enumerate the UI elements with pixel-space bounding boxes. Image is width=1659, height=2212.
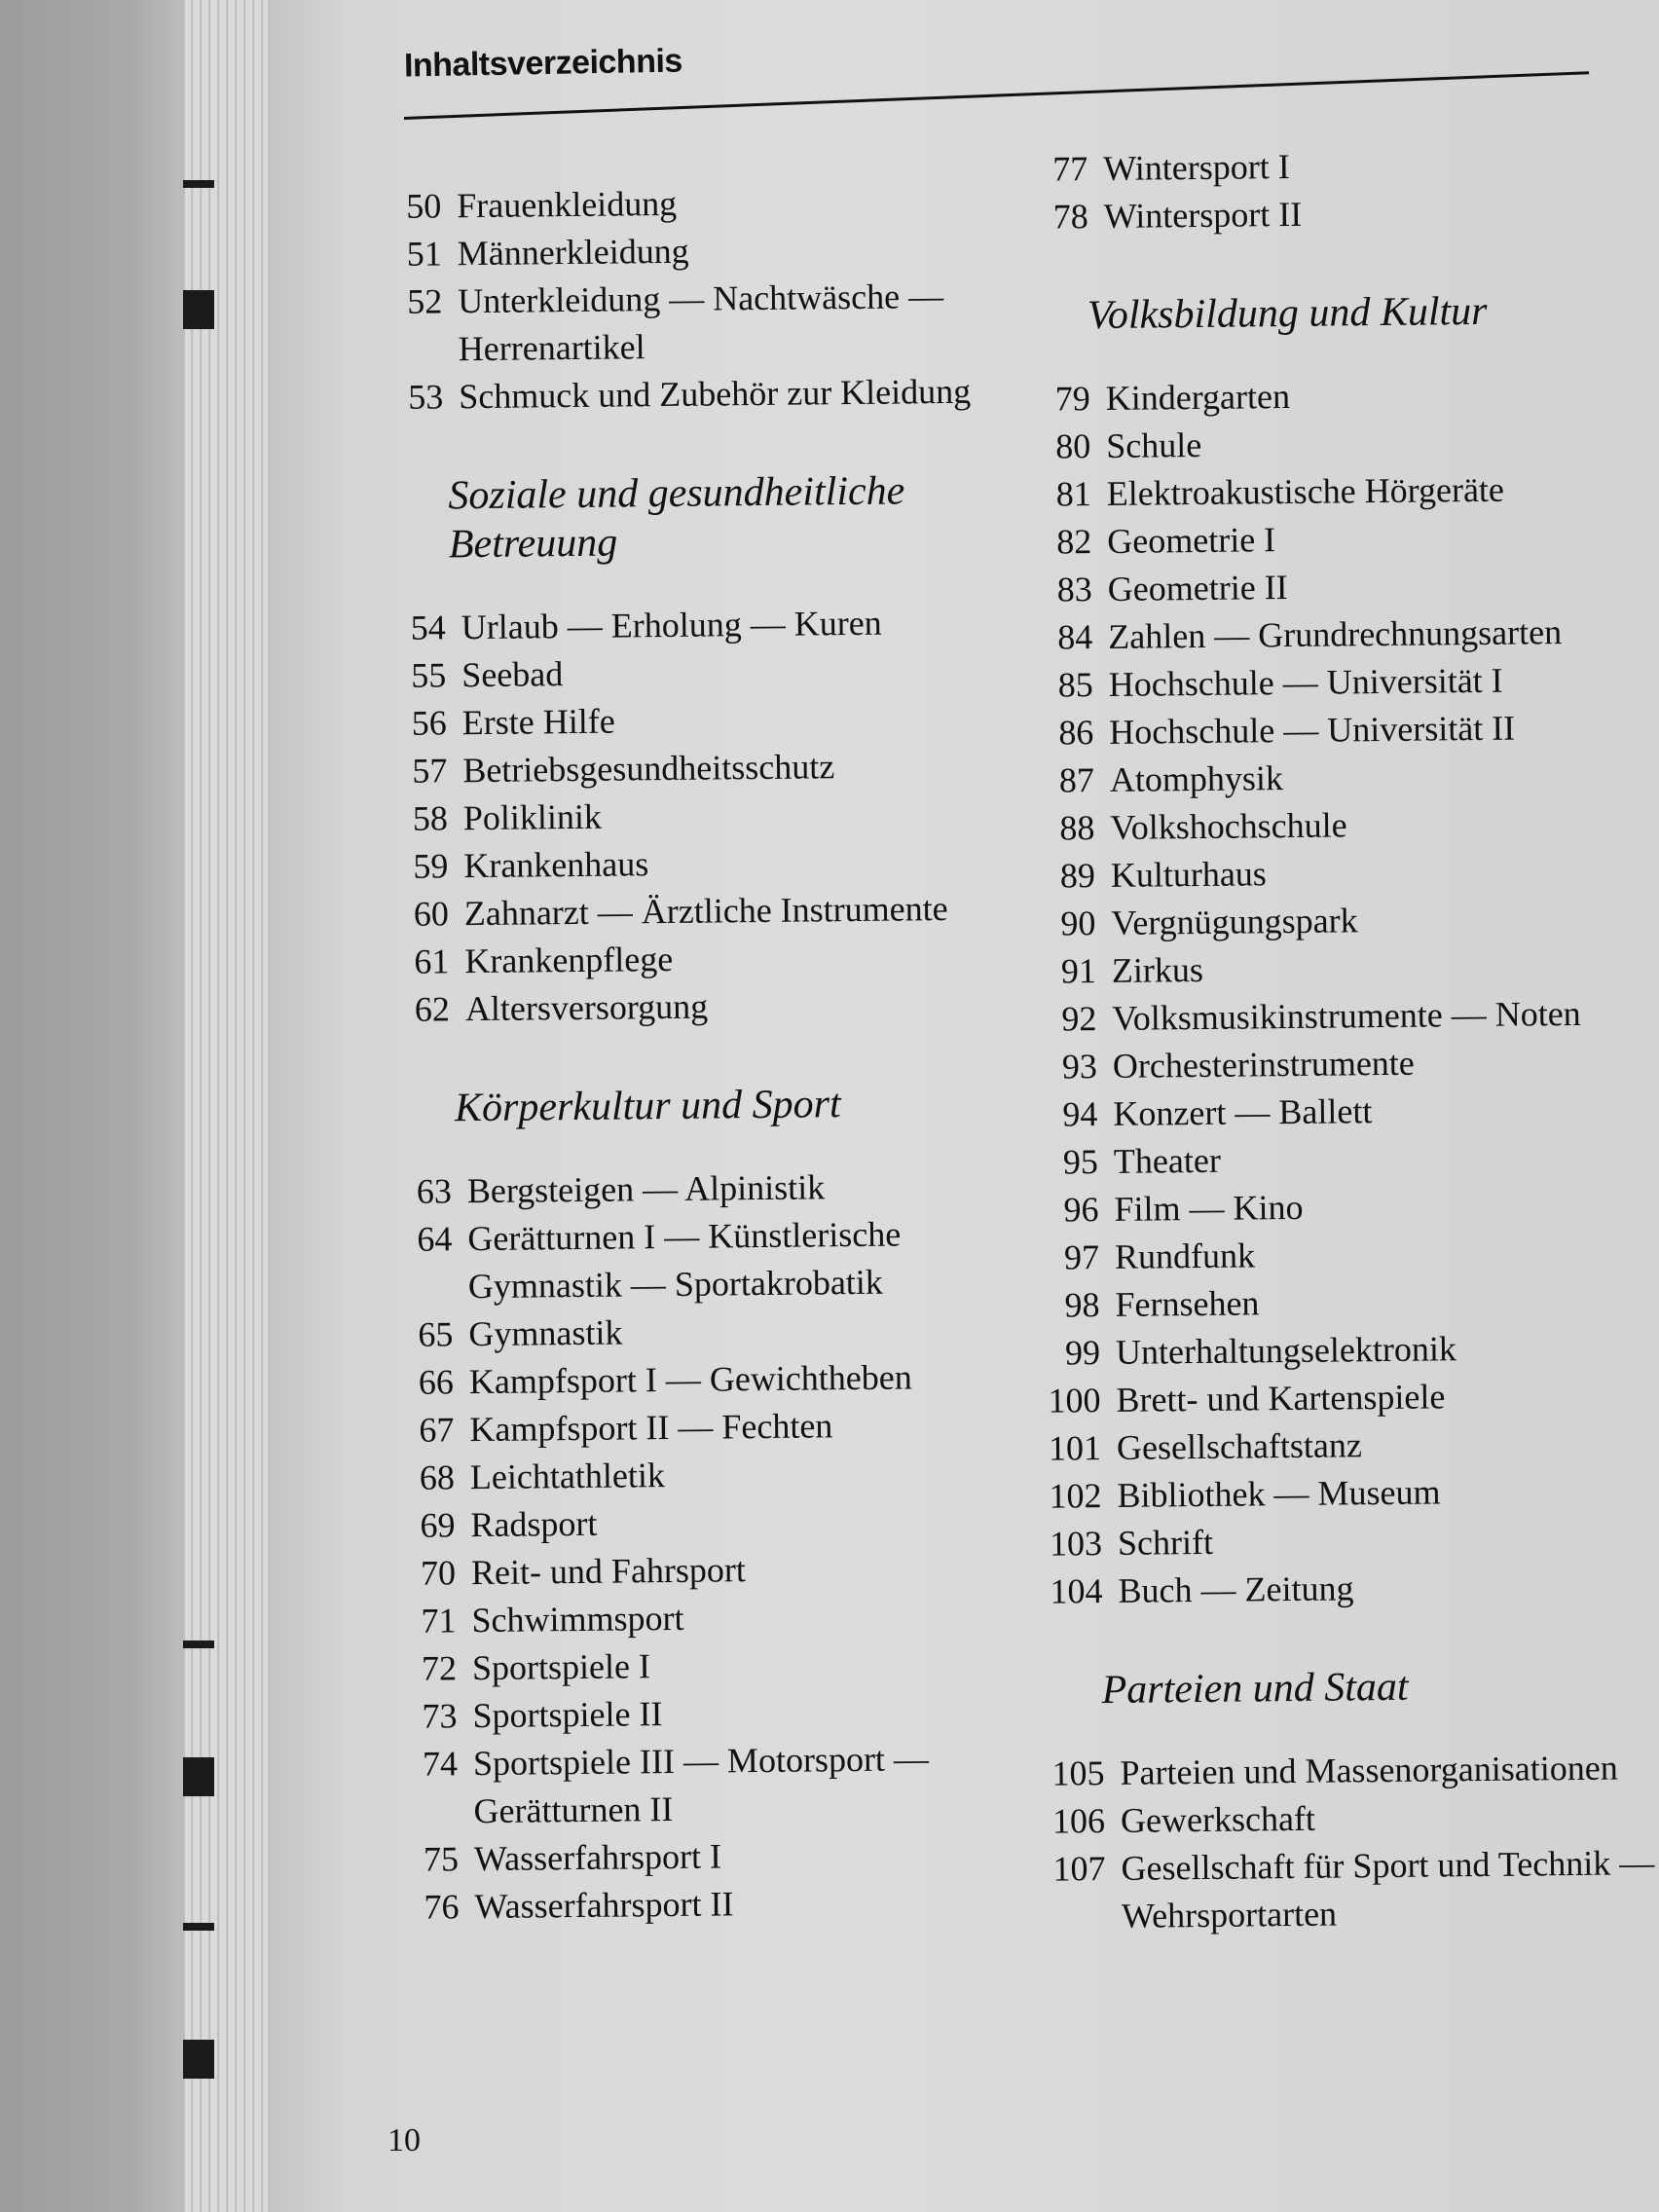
toc-entry [396,1305,1000,1358]
toc-entry [1011,464,1643,519]
entry-title: Gymnastik [468,1312,623,1354]
entry-title: Geometrie I [1107,520,1276,561]
entry-number: 93 [1061,1047,1098,1087]
entry-title: Schrift [1117,1522,1214,1563]
entry-title: Poliklinik [462,796,603,838]
toc-entry [1017,1037,1650,1091]
entry-number: 60 [413,894,450,934]
page-number: 10 [387,2122,421,2158]
entry-title: Leichtathletik [469,1456,666,1497]
toc-entry [1014,751,1647,805]
entry-title: Seebad [461,654,564,695]
toc-group [1010,369,1655,1616]
toc-entry [1015,894,1648,948]
toc-entry [1014,703,1646,757]
entry-title: Gesellschaft für Sport und Technik — Wehrsportarten [1121,1843,1655,1936]
toc-entry [399,1591,1003,1644]
thumb-index-marker [183,1641,214,1648]
toc-group [385,177,991,422]
entry-number: 76 [424,1887,460,1927]
toc-entry [398,1448,1002,1501]
entry-title: Gesellschaftstanz [1116,1425,1363,1467]
entry-number: 102 [1049,1476,1102,1516]
toc-entry [1022,1514,1655,1568]
toc-group [395,1161,1007,1931]
entry-number: 100 [1048,1381,1101,1420]
book-spine-edge [0,0,185,2212]
entry-title: Radsport [470,1503,598,1545]
entry-number: 69 [420,1505,456,1545]
entry-title: Kindergarten [1105,376,1291,418]
toc-entry [393,979,997,1033]
toc-entry [392,932,996,985]
entry-title: Wintersport I [1103,146,1290,188]
entry-title: Zahnarzt — Ärztliche Instrumente [463,888,948,934]
entry-title: Kampfsport II — Fechten [469,1406,833,1450]
toc-entry [395,1209,1000,1310]
toc-entry [402,1829,1006,1883]
entry-number: 92 [1061,999,1097,1039]
section-title: Parteien und Staat [1101,1664,1409,1714]
entry-number: 83 [1056,570,1092,609]
thumb-index-marker [183,1923,214,1931]
entry-title: Sportspiele I [471,1646,651,1688]
entry-number: 99 [1064,1333,1101,1373]
toc-entry [389,645,993,699]
toc-entry [397,1400,1001,1454]
entry-title: Zahlen — Grundrechnungsarten [1108,612,1563,656]
entry-number: 73 [422,1696,458,1736]
toc-entry [1019,1228,1652,1282]
section-title: Volksbildung und Kultur [1087,288,1488,339]
entry-number: 55 [411,655,447,695]
thumb-index-marker [183,290,214,329]
entry-number: 90 [1060,903,1096,943]
toc-group [1024,1744,1659,1941]
toc-entry [1015,846,1648,901]
entry-number: 91 [1060,951,1097,991]
toc-entry [1021,1419,1654,1473]
toc-group [389,598,998,1033]
entry-title: Männerkleidung [457,231,689,274]
entry-number: 106 [1051,1801,1106,1841]
entry-number: 105 [1051,1753,1105,1793]
toc-entry [1010,369,1642,424]
toc-entry [390,693,994,747]
entry-title: Volkshochschule [1110,805,1347,847]
entry-title: Film — Kino [1114,1187,1304,1229]
entry-number: 51 [406,234,442,274]
entry-title: Fernsehen [1115,1283,1260,1324]
toc-entry [1013,560,1645,614]
toc-entry [385,177,988,231]
entry-title: Hochschule — Universität II [1109,708,1516,752]
toc-entry [1020,1371,1653,1425]
toc-entry [1013,608,1645,662]
entry-title: Buch — Zeitung [1118,1568,1354,1610]
entry-number: 56 [411,703,448,743]
entry-number: 65 [418,1314,454,1354]
toc-entry [1020,1323,1653,1378]
entry-title: Schmuck und Zubehör zur Kleidung [459,371,972,417]
entry-number: 63 [416,1171,453,1211]
toc-entry [398,1495,1002,1549]
entry-number: 64 [417,1219,453,1259]
entry-title: Wintersport II [1103,194,1303,236]
toc-entry [1018,1132,1651,1187]
entry-number: 107 [1052,1849,1106,1889]
entry-title: Krankenhaus [463,844,649,886]
entry-title: Kampfsport I — Gewichtheben [468,1357,912,1402]
toc-entry [1011,417,1643,471]
toc-entry [401,1734,1006,1835]
entry-title: Unterhaltungselektronik [1115,1329,1457,1372]
entry-number: 75 [423,1839,460,1879]
entry-title: Frauenkleidung [457,183,678,226]
entry-title: Parteien und Massenorganisationen [1120,1748,1618,1792]
toc-entry [1024,1744,1657,1798]
entry-number: 59 [413,846,449,886]
thumb-index-marker [183,180,214,188]
entry-number: 72 [421,1648,458,1688]
thumb-index-marker [183,1757,214,1796]
toc-entry [1019,1275,1652,1330]
toc-entry [1009,187,1641,241]
toc-column-left [385,177,1007,1932]
toc-entry [400,1639,1004,1692]
toc-entry [399,1543,1003,1597]
entry-title: Schwimmsport [471,1598,684,1641]
entry-number: 62 [414,989,451,1029]
page-header: Inhaltsverzeichnis [403,42,683,85]
entry-number: 94 [1062,1094,1098,1134]
toc-entry [386,273,990,374]
entry-title: Theater [1113,1140,1222,1181]
toc-entry [1008,139,1641,194]
thumb-index-marker [183,2040,214,2079]
toc-entry [1014,655,1646,710]
entry-number: 52 [407,281,443,321]
toc-entry [1025,1839,1659,1941]
entry-number: 50 [406,186,442,226]
toc-entry [395,1161,999,1215]
entry-number: 71 [421,1601,457,1641]
page-edges [185,0,268,2212]
entry-number: 85 [1057,665,1094,705]
entry-number: 81 [1055,474,1091,514]
toc-entry [1016,989,1649,1044]
entry-number: 54 [410,608,446,647]
entry-number: 79 [1054,379,1090,419]
entry-number: 95 [1062,1142,1099,1182]
entry-number: 96 [1063,1190,1099,1230]
entry-number: 74 [422,1744,459,1784]
entry-number: 89 [1059,856,1096,896]
entry-title: Orchesterinstrumente [1112,1043,1415,1086]
toc-entry [400,1686,1004,1740]
entry-number: 80 [1055,426,1091,466]
entry-number: 97 [1063,1237,1100,1277]
entry-title: Krankenpflege [464,939,674,981]
entry-title: Gerätturnen I — Künstlerische Gymnastik — Sportakrobatik [467,1214,902,1307]
entry-title: Brett- und Kartenspiele [1116,1377,1446,1419]
entry-title: Bergsteigen — Alpinistik [466,1167,826,1211]
toc-entry [1025,1791,1658,1846]
toc-entry [392,884,996,938]
entry-title: Unterkleidung — Nachtwäsche — Herrenartikel [458,276,944,369]
entry-number: 82 [1056,522,1092,562]
entry-title: Gewerkschaft [1120,1798,1316,1840]
entry-title: Zirkus [1111,949,1204,990]
entry-number: 78 [1052,197,1088,237]
toc-entry [389,598,993,651]
entry-number: 103 [1049,1524,1103,1564]
entry-number: 98 [1064,1285,1100,1325]
toc-entry [402,1877,1006,1931]
entry-title: Wasserfahrsport I [473,1836,722,1879]
entry-title: Reit- und Fahrsport [470,1550,747,1593]
entry-title: Kulturhaus [1110,854,1268,895]
entry-title: Bibliothek — Museum [1117,1472,1441,1515]
entry-number: 104 [1050,1571,1103,1611]
entry-number: 77 [1052,149,1088,189]
entry-number: 87 [1058,760,1095,800]
entry-number: 101 [1048,1428,1102,1468]
entry-number: 66 [418,1362,455,1402]
toc-entry [391,836,995,890]
toc-entry [390,741,994,794]
entry-title: Schule [1106,424,1202,465]
entry-title: Betriebsgesundheitsschutz [462,747,835,791]
toc-entry [1022,1562,1655,1616]
toc-entry [386,225,989,278]
entry-number: 67 [419,1410,455,1450]
entry-number: 68 [419,1457,456,1497]
entry-title: Sportspiele III — Motorsport — Gerätturnen II [472,1739,930,1831]
entry-title: Urlaub — Erholung — Kuren [461,603,882,647]
toc-column-right [1008,139,1659,1941]
entry-title: Volksmusikinstrumente — Noten [1112,993,1581,1038]
entry-title: Hochschule — Universität I [1108,660,1503,704]
entry-title: Elektroakustische Hörgeräte [1106,469,1505,513]
entry-number: 70 [420,1553,457,1593]
entry-number: 88 [1059,808,1095,848]
entry-number: 58 [412,798,449,838]
entry-title: Erste Hilfe [461,701,615,743]
entry-title: Altersversorgung [464,986,709,1029]
toc-group [1008,139,1641,241]
entry-number: 57 [412,751,448,791]
toc-entry [387,367,990,421]
entry-title: Sportspiele II [472,1694,663,1736]
entry-title: Atomphysik [1109,758,1284,799]
section-title: Soziale und gesundheitliche Betreuung [448,468,905,568]
entry-title: Wasserfahrsport II [474,1884,734,1927]
entry-number: 86 [1058,713,1094,753]
entry-title: Rundfunk [1114,1235,1256,1276]
toc-entry [1018,1180,1651,1235]
toc-entry [1016,941,1649,996]
section-title: Körperkultur und Sport [454,1082,841,1131]
toc-entry [391,789,995,842]
toc-entry [397,1352,1001,1406]
toc-entry [1012,512,1644,567]
toc-entry [1014,798,1647,853]
toc-entry [1021,1466,1654,1521]
toc-entry [1017,1085,1650,1139]
entry-number: 61 [414,941,450,981]
entry-number: 53 [408,377,444,417]
entry-title: Konzert — Ballett [1113,1091,1373,1133]
entry-title: Geometrie II [1107,568,1288,608]
entry-number: 84 [1057,617,1093,657]
entry-title: Vergnügungspark [1111,901,1358,942]
